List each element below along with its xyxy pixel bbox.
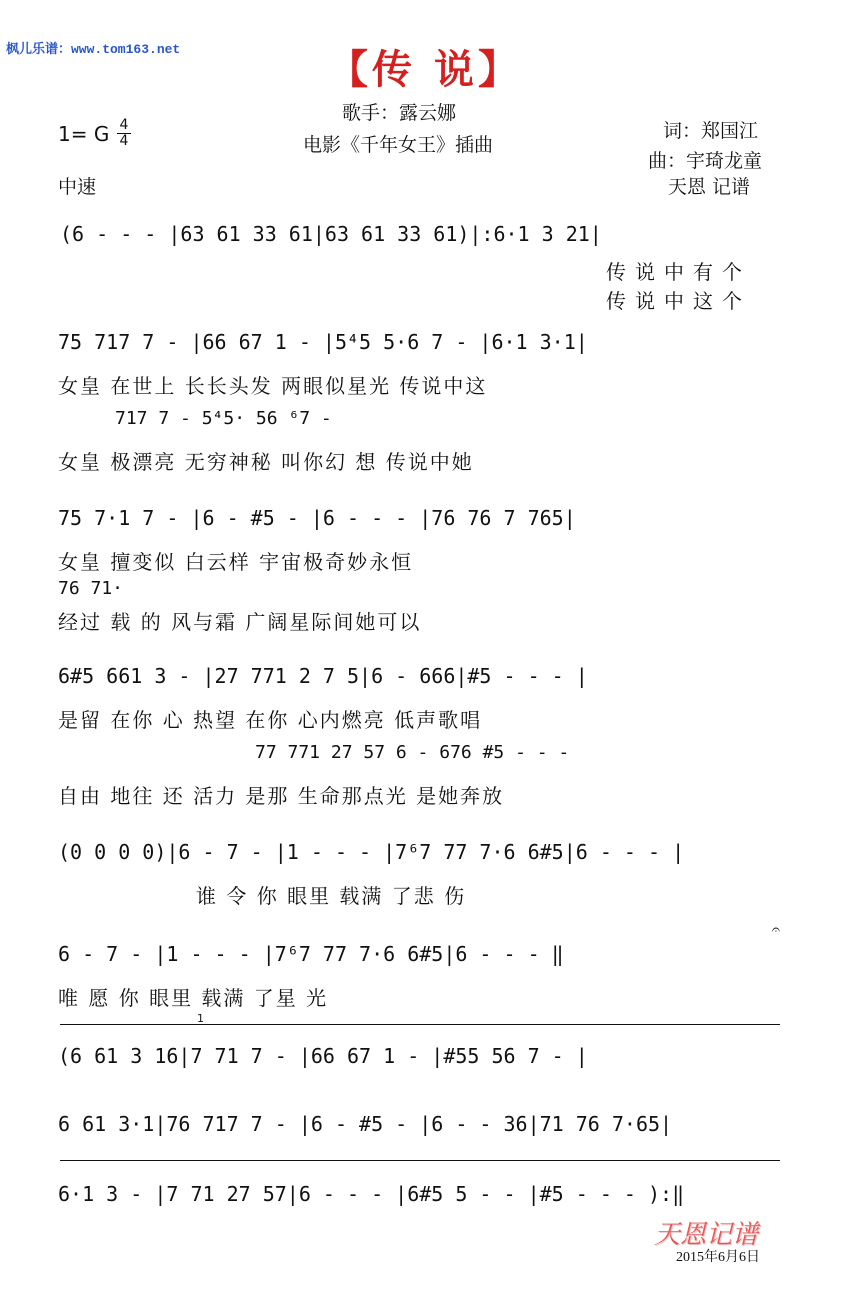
tempo-marking: 中速 xyxy=(58,176,97,198)
lyric-line-2a: 女皇 在世上 长长头发 两眼似星光 传说中这 xyxy=(58,374,488,398)
singer-credit: 歌手：露云娜 xyxy=(342,102,457,124)
notation-variant-3: 76 71· xyxy=(58,578,124,599)
source-credit: 电影《千年女王》插曲 xyxy=(303,134,494,156)
notation-line-6: 6 - 7 - |1 - - - |7⁶7 77 7·6 6#5|6 - - - ‖ xyxy=(58,942,564,966)
transcriber-stamp: 天恩记谱 xyxy=(653,1220,758,1250)
lyric-line-2b: 女皇 极漂亮 无穷神秘 叫你幻 想 传说中她 xyxy=(58,450,474,474)
lyric-line-3a: 女皇 擅变似 白云样 宇宙极奇妙永恒 xyxy=(58,550,414,574)
lyric-line-4b: 自由 地往 还 活力 是那 生命那点光 是她奔放 xyxy=(58,784,505,808)
song-title: 【传 说】 xyxy=(328,47,522,93)
lyric-line-1a: 传说中有个 xyxy=(606,260,751,284)
notation-line-7: (6 61 3 16|7 71 7 - |66 67 1 - |#55 56 7 - | xyxy=(58,1044,588,1068)
lyric-line-1b: 传说中这个 xyxy=(606,289,751,313)
transcription-date: 2015年6月6日 xyxy=(676,1250,760,1265)
notation-line-2: 75 717 7 - |66 67 1 - |5⁴5 5·6 7 - |6·1 3·1| xyxy=(58,330,588,354)
notation-variant-4: 77 771 27 57 6 - 676 #5 - - - xyxy=(255,742,570,763)
notation-line-1: (6 - - - |63 61 33 61|63 61 33 61)|:6·1 3 21| xyxy=(60,222,602,246)
notation-line-3: 75 7·1 7 - |6 - #5 - |6 - - - |76 76 7 765| xyxy=(58,506,576,530)
volta-number: 1 xyxy=(197,1012,204,1025)
time-signature xyxy=(117,118,131,149)
lyric-line-5: 谁 令 你 眼里 载满 了悲 伤 xyxy=(196,884,467,908)
lyric-line-6: 唯 愿 你 眼里 载满 了星 光 xyxy=(58,986,329,1010)
lyric-line-4a: 是留 在你 心 热望 在你 心内燃亮 低声歌唱 xyxy=(58,708,483,732)
notation-variant-2: 717 7 - 5⁴5· 56 ⁶7 - xyxy=(115,408,332,429)
time-sig-top: 4 xyxy=(117,118,131,134)
notation-line-5: (0 0 0 0)|6 - 7 - |1 - - - |7⁶7 77 7·6 6#5|6 - - - | xyxy=(58,840,685,864)
notation-line-9: 6·1 3 - |7 71 27 57|6 - - - |6#5 5 - - |#5 - - - ):‖ xyxy=(58,1182,685,1206)
lyric-line-3b: 经过 载 的 风与霜 广阔星际间她可以 xyxy=(58,610,422,634)
fermata-icon: 𝄐 xyxy=(772,922,780,938)
volta-bracket xyxy=(60,1024,780,1025)
time-sig-bottom: 4 xyxy=(119,133,129,149)
composer-credit: 曲：宇琦龙童 xyxy=(648,150,763,172)
section-rule xyxy=(60,1160,780,1161)
lyricist-credit: 词：郑国江 xyxy=(663,120,759,142)
notation-line-8: 6 61 3·1|76 717 7 - |6 - #5 - |6 - - 36|71 76 7·65| xyxy=(58,1112,673,1136)
site-watermark: 枫儿乐谱：www.tom163.net xyxy=(6,42,181,57)
notation-line-4: 6#5 661 3 - |27 771 2 7 5|6 - 666|#5 - - - | xyxy=(58,664,588,688)
key-signature: 1= G xyxy=(58,122,110,146)
transcriber-credit: 天恩 记谱 xyxy=(668,176,751,198)
